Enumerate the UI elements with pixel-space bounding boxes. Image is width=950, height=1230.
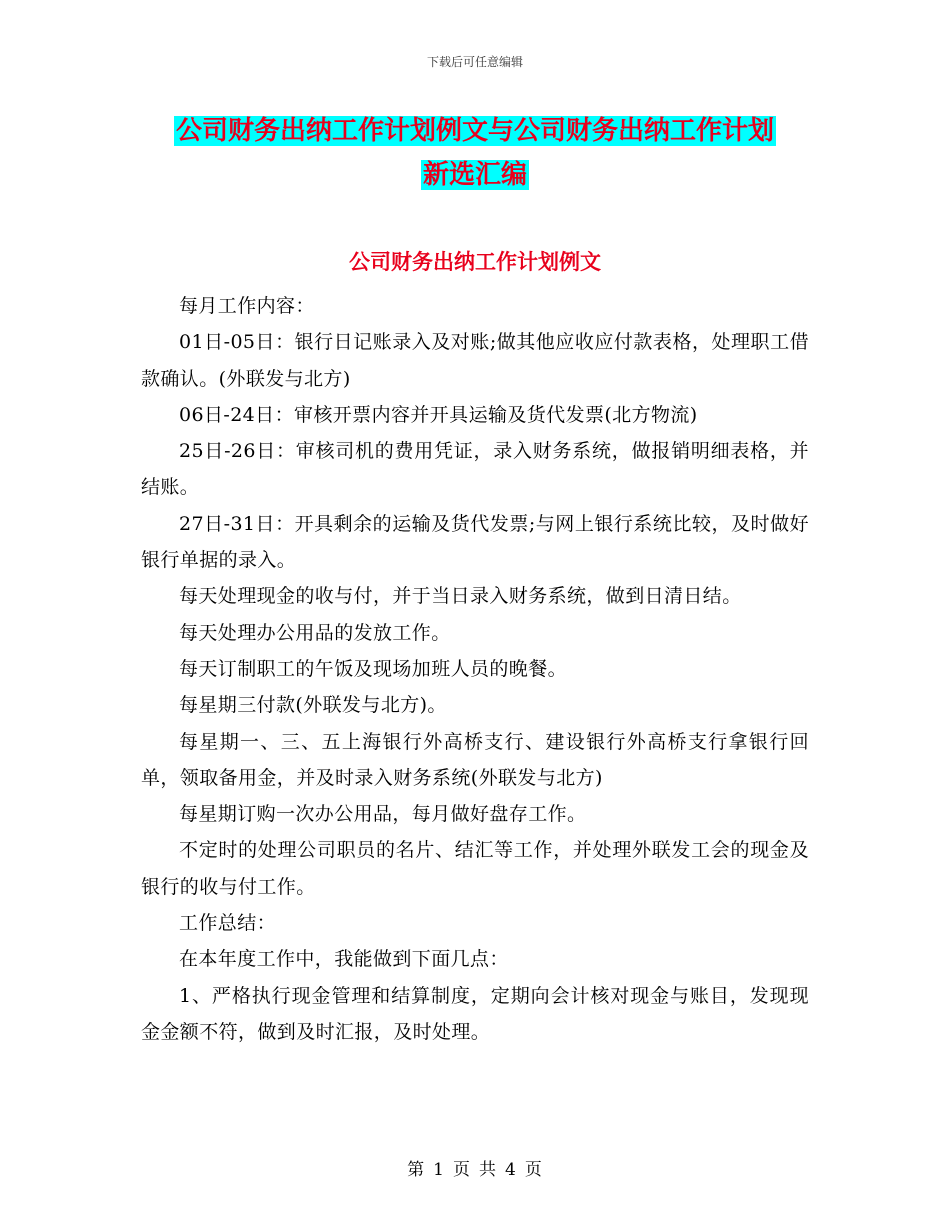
paragraph: 每天订制职工的午饭及现场加班人员的晚餐。 [179,657,568,680]
paragraph: 不定时的处理公司职员的名片、结汇等工作，并处理外联发工会的现金及银行的收与付工作。 [141,839,809,898]
paragraph: 06日-24日：审核开票内容并开具运输及货代发票(北方物流) [179,403,698,426]
paragraph: 01日-05日：银行日记账录入及对账;做其他应收应付款表格，处理职工借款确认。(外联发与北方) [141,331,809,390]
footer-prefix: 第 [407,1160,426,1180]
section-title: 公司财务出纳工作计划例文 [349,250,601,274]
paragraph: 27日-31日：开具剩余的运输及货代发票;与网上银行系统比较，及时做好银行单据的录入。 [141,512,809,572]
paragraph: 每月工作内容： [179,295,315,317]
paragraph: 每星期订购一次办公用品，每月做好盘存工作。 [179,803,587,826]
paragraph: 每天处理办公用品的发放工作。 [179,621,451,644]
footer-total-unit: 页 [524,1160,543,1180]
paragraph: 工作总结： [179,912,277,935]
paragraph: 25日-26日：审核司机的费用凭证，录入财务系统，做报销明细表格，并结账。 [141,440,809,499]
document-title-text-2: 新选汇编 [422,160,527,190]
paragraph: 每星期一、三、五上海银行外高桥支行、建设银行外高桥支行拿银行回单，领取备用金，并及时录入财务系统(外联发与北方) [141,730,809,789]
document-body [141,288,809,1050]
footer-total-prefix: 共 [479,1160,497,1180]
document-title-text-1: 公司财务出纳工作计划例文与公司财务出纳工作计划 [175,116,774,146]
footer-page-number: 1 [433,1160,445,1180]
paragraph: 在本年度工作中，我能做到下面几点： [179,948,509,971]
paragraph: 每天处理现金的收与付，并于当日录入财务系统，做到日清日结。 [179,585,742,608]
footer-page-unit: 页 [453,1160,471,1180]
document-title-line-1 [0,111,950,151]
paragraph: 1、严格执行现金管理和结算制度，定期向会计核对现金与账目，发现现金金额不符，做到及时汇报，及时处理。 [141,984,809,1043]
paragraph: 每星期三付款(外联发与北方)。 [179,694,447,717]
header-note: 下载后可任意编辑 [426,55,523,69]
footer-total-pages: 4 [505,1160,517,1180]
page-footer [0,1155,950,1180]
document-title-line-2 [0,155,950,195]
